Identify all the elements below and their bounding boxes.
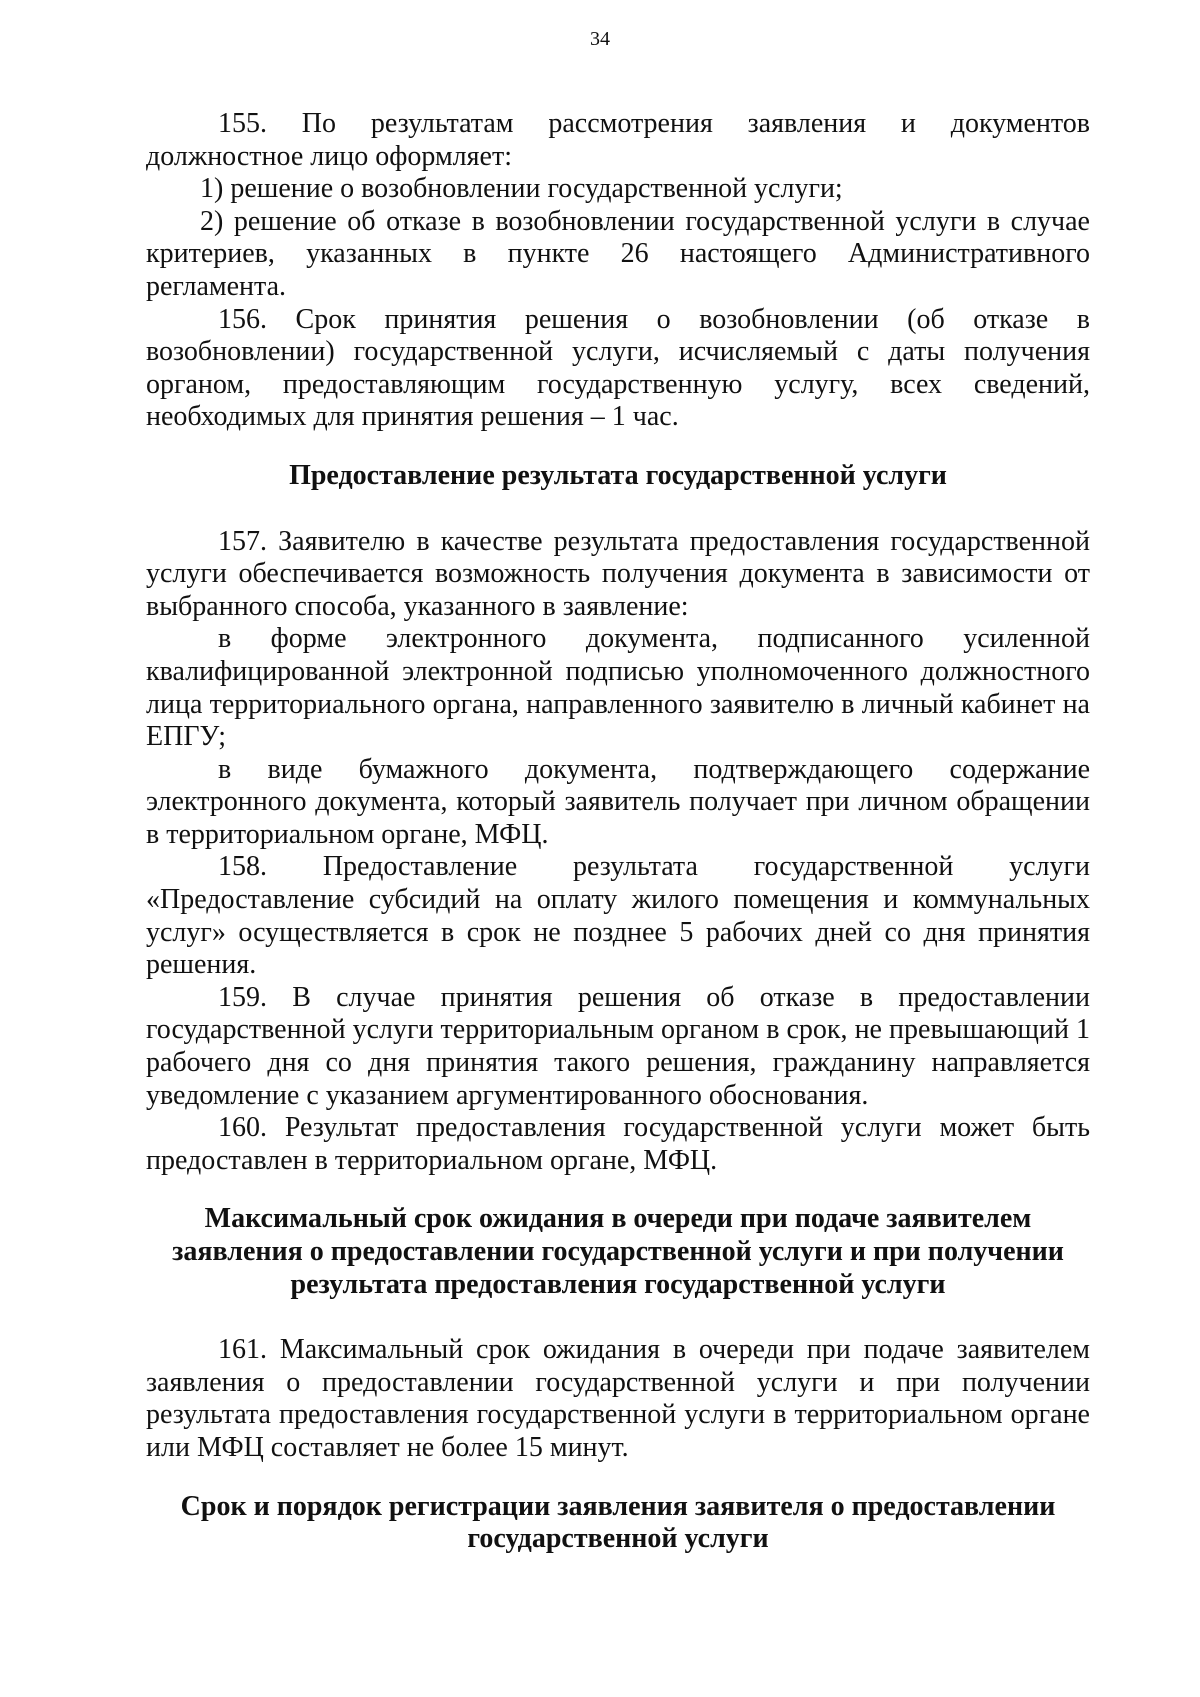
paragraph-155-item1: 1) решение о возобновлении государственной услуги;	[200, 173, 843, 205]
paragraph-161: 161. Максимальный срок ожидания в очереди при подаче заявителем заявления о предоставлении государственной услуги и при получении результата предоставления государственной услуги в территориальном органе или МФЦ составляет не более 15 минут.	[146, 1334, 1090, 1463]
document-body	[146, 108, 1090, 1556]
paragraph-157: 157. Заявителю в качестве результата предоставления государственной услуги обеспечивается возможность получения документа в зависимости от выбранного способа, указанного в заявление:	[146, 525, 1090, 622]
section-heading-queue-line1: Максимальный срок ожидания в очереди при подаче заявителем	[204, 1203, 1032, 1235]
paragraph-155-line1: 155. По результатам рассмотрения заявления и документов	[218, 108, 1090, 139]
section-heading-result: Предоставление результата государственной услуги	[289, 459, 947, 491]
section-heading-registration-line1: Срок и порядок регистрации заявления заявителя о предоставлении	[180, 1490, 1056, 1522]
page-number: 34	[590, 28, 610, 50]
paragraph-159: 159. В случае принятия решения об отказе в предоставлении государственной услуги территориальным органом в срок, не превышающий 1 рабочего дня со дня принятия такого решения, гражданину направляется уведомление с указанием аргументированного обоснования.	[146, 981, 1090, 1111]
section-heading-registration-line2: государственной услуги	[467, 1523, 769, 1555]
section-heading-queue-line3: результата предоставления государственной услуги	[290, 1268, 946, 1300]
section-heading-queue	[146, 1203, 1090, 1301]
paragraph-157-paper: в виде бумажного документа, подтверждающего содержание электронного документа, который заявитель получает при личном обращении в территориальном органе, МФЦ.	[146, 753, 1090, 850]
paragraph-155-line2: должностное лицо оформляет:	[146, 140, 512, 172]
paragraph-155-item2: 2) решение об отказе в возобновлении государственной услуги в случае критериев, указанных в пункте 26 настоящего Административного регламента.	[146, 205, 1090, 302]
paragraph-156: 156. Срок принятия решения о возобновлении (об отказе в возобновлении) государственной услуги, исчисляемый с даты получения органом, предоставляющим государственную услугу, всех сведений, необходимых для принятия решения – 1 час.	[146, 303, 1090, 433]
paragraph-158: 158. Предоставление результата государственной услуги «Предоставление субсидий на оплату жилого помещения и коммунальных услуг» осуществляется в срок не позднее 5 рабочих дней со дня принятия решения.	[146, 851, 1090, 981]
section-heading-registration	[146, 1491, 1090, 1556]
paragraph-157-electronic: в форме электронного документа, подписанного усиленной квалифицированной электронной подписью уполномоченного должностного лица территориального органа, направленного заявителю в личный кабинет на ЕПГУ;	[146, 623, 1090, 753]
paragraph-160: 160. Результат предоставления государственной услуги может быть предоставлен в территориальном органе, МФЦ.	[146, 1112, 1090, 1176]
section-heading-queue-line2: заявления о предоставлении государственной услуги и при получении	[172, 1236, 1064, 1267]
